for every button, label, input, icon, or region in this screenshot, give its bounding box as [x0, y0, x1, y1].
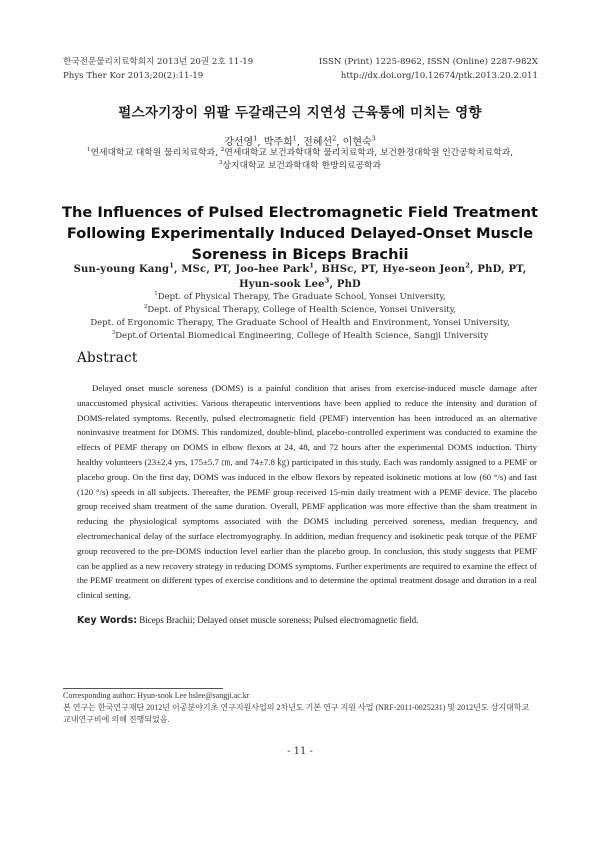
affil-mark: 1 — [154, 291, 158, 298]
affiliation-line — [40, 304, 560, 317]
running-header-right — [319, 55, 538, 83]
affiliation-line — [40, 330, 560, 343]
paper-title-korean: 펄스자기장이 위팔 두갈래근의 지연성 근육통에 미치는 영향 — [118, 105, 482, 121]
affil-mark: 1 — [309, 261, 315, 270]
affil-mark: 1 — [169, 261, 174, 270]
authors-korean: 강선영$^1$, 박주희$^1$, 전혜선$^2$, 이현숙$^3$ — [224, 134, 376, 148]
doi-link[interactable]: http://dx.doi.org/10.12674/ptk.2013.20.2.011 — [340, 71, 538, 81]
affiliation-line: Dept. of Ergonomic Therapy, The Graduate School of Health and Environment, Yonsei University, — [90, 318, 510, 328]
affil-mark: 3 — [218, 160, 223, 167]
footnote-divider — [63, 688, 223, 689]
journal-korean-citation: 한국전문물리치료학회지 2013년 20권 2호 11-19 — [63, 57, 254, 67]
affiliation-text: 연세대학교 대학원 물리치료학과, — [90, 148, 221, 158]
affiliation-text: Dept. of Physical Therapy, College of Health Science, Yonsei University, — [147, 305, 457, 315]
affiliations-english — [40, 291, 560, 343]
keywords-text: Biceps Brachii; Delayed onset muscle soreness; Pulsed electromagnetic field. — [136, 615, 419, 625]
author-name: Hyun-sook Lee — [239, 279, 325, 290]
keywords-label: Key Words: — [77, 615, 137, 626]
affiliations-korean — [40, 147, 560, 173]
affil-mark: 3 — [371, 134, 376, 143]
author-degree: , PhD, PT, — [470, 264, 527, 275]
affil-mark: 3 — [111, 330, 116, 337]
abstract-heading: Abstract — [77, 350, 138, 366]
issn-line: ISSN (Print) 1225-8962, ISSN (Online) 2287-982X — [318, 57, 538, 67]
affil-mark: 1 — [86, 147, 91, 154]
affil-mark: 3 — [324, 276, 330, 285]
author-name: Sun-young Kang — [73, 264, 170, 275]
affiliation-text: Dept.of Oriental Biomedical Engineering, College of Health Science, Sangji University — [115, 331, 489, 341]
author-name: 전혜선 — [303, 137, 333, 148]
author-name: 이현숙 — [342, 137, 372, 148]
affiliation-line — [40, 291, 560, 304]
running-header-left — [63, 55, 253, 83]
affil-mark: 2 — [332, 134, 337, 143]
keywords — [77, 615, 537, 626]
affiliation-text: Dept. of Physical Therapy, The Graduate School, Yonsei University, — [157, 292, 446, 302]
affil-mark: 2 — [465, 261, 471, 270]
corresponding-author: Corresponding author: Hyun-sook Lee hslee@sangji.ac.kr — [63, 691, 250, 700]
author-degree: , BHSc, PT, — [314, 264, 383, 275]
affiliation-text: 상지대학교 보건과학대학 한방의료공학과 — [222, 161, 382, 171]
paper-title-english: The Influences of Pulsed Electromagnetic Field Treatment Following Experimentally Induced Delayed-Onset Muscle Soreness in Biceps Brachii — [62, 204, 538, 263]
affil-mark: 1 — [253, 134, 258, 143]
author-name: Hye-seon Jeon — [382, 264, 466, 275]
author-name: Joo-hee Park — [235, 264, 310, 275]
author-degree: , PhD — [329, 279, 361, 290]
affil-mark: 2 — [143, 304, 148, 311]
affil-mark: 1 — [292, 134, 297, 143]
affil-mark: 2 — [220, 147, 225, 154]
authors-english — [60, 262, 540, 292]
author-degree: , MSc, PT, — [173, 264, 236, 275]
page-number: - 11 - — [287, 746, 313, 757]
affiliation-text: 연세대학교 보건과학대학 물리치료학과, 보건환경대학원 인간공학치료학과, — [224, 148, 514, 158]
abstract-paragraph: Delayed onset muscle soreness (DOMS) is a painful condition that arises from exercise-induced muscle damage after unaccustomed physical activities. Various therapeutic interventions have been applied to reduce the intensity and duration of DOMS-related symptoms. Recently, pulsed electromagnetic field (PEMF) intervention has been introduced as an alternative noninvasive treatment for DOMS. This randomized, double-blind, placebo-controlled experiment was conducted to examine the effects of PEMF therapy on DOMS in elbow flexors at 24, 48, and 72 hours after the experimental DOMS induction. Thirty healthy volunteers (23±2.4 yrs, 175±5.7 ㎝, and 74±7.8 ㎏) participated in this study. Each was randomly assigned to a PEMF or placebo group. On the first day, DOMS was induced in the elbow flexors by repeated isokinetic motions at low (60 °/s) and fast (120 °/s) speeds in all subjects. Thereafter, the PEMF group received 15-min daily treatment with a PEMF device. The placebo group received sham treatment of the same duration. Overall, PEMF application was more effective than the sham treatment in reducing the physiological symptoms associated with the DOMS including perceived soreness, median frequency, and electromechanical delay of the surface electromyography. In addition, median frequency and isokinetic peak torque of the PEMF group recovered to the pre-DOMS induction level earlier than the placebo group. In conclusion, this study suggests that PEMF can be applied as a new recovery strategy in reducing DOMS symptoms. Further experiments are required to examine the effect of the PEMF treatment on different types of exercise conditions and to determine the optimal treatment dosage and duration in a real clinical setting. — [77, 383, 537, 601]
affiliation-line — [40, 160, 560, 173]
funding-note: 본 연구는 한국연구재단 2012년 이공분야기초 연구지원사업의 2차년도 기본 연구 지원 사업 (NRF-2011-0025231) 및 2012년도 상지대학교 교내연구비에 의해 진행되었음. — [63, 703, 530, 724]
author-name: 강선영 — [224, 137, 254, 148]
footnote — [63, 690, 537, 726]
affiliation-line — [40, 147, 560, 160]
journal-abbrev-citation: Phys Ther Kor 2013;20(2):11-19 — [63, 71, 204, 81]
author-name: 박주희 — [263, 137, 293, 148]
